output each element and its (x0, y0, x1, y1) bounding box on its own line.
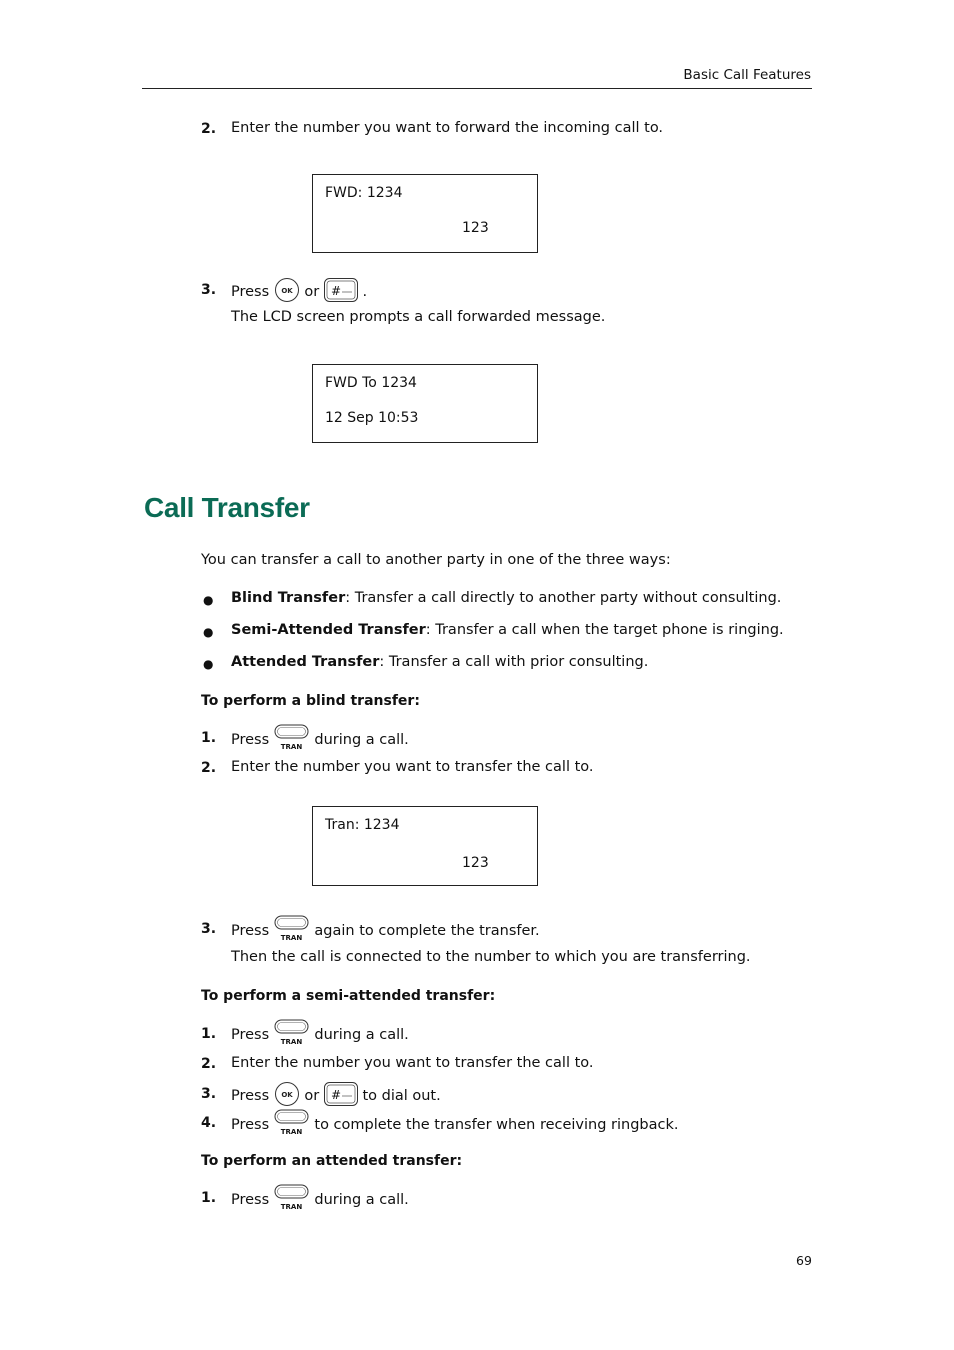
procedure-heading: To perform an attended transfer: (201, 1153, 463, 1169)
ok-key-icon (274, 1081, 300, 1111)
tran-key-icon (274, 1109, 310, 1141)
svg-text:TRAN: TRAN (280, 934, 303, 942)
svg-text:OK: OK (281, 287, 293, 295)
lcd-line: Tran: 1234 (325, 817, 400, 833)
svg-text:#: # (330, 284, 341, 298)
bullet-item: Semi-Attended Transfer: Transfer a call when the target phone is ringing. (231, 622, 784, 638)
lcd-screen (312, 174, 538, 253)
step-number: 3. (201, 921, 217, 937)
tran-key-icon (274, 724, 310, 756)
bullet-dot: ● (203, 593, 214, 607)
svg-text:OK: OK (281, 1091, 293, 1099)
bullet-item: Attended Transfer: Transfer a call with prior consulting. (231, 654, 649, 670)
lcd-line: 123 (462, 855, 489, 871)
page-number: 69 (796, 1253, 812, 1268)
svg-text:TRAN: TRAN (280, 1203, 303, 1211)
step-note: Then the call is connected to the number to which you are transferring. (231, 949, 751, 965)
intro-text: You can transfer a call to another party in one of the three ways: (201, 552, 671, 568)
procedure-heading: To perform a blind transfer: (201, 693, 420, 709)
step-text: Press OK or # to dial out. (231, 1081, 441, 1111)
ok-key-icon (274, 277, 300, 307)
lcd-line: FWD To 1234 (325, 375, 417, 391)
lcd-screen (312, 364, 538, 443)
bullet-dot: ● (203, 657, 214, 671)
lcd-line: 123 (462, 220, 489, 236)
or-word: or (304, 284, 320, 300)
step-text: Press TRAN to complete the transfer when receiving ringback. (231, 1109, 679, 1141)
lcd-screen (312, 806, 538, 886)
step-text: Press TRAN again to complete the transfer. (231, 915, 540, 947)
step-text: Press TRAN during a call. (231, 1019, 409, 1051)
step-number: 1. (201, 1190, 217, 1206)
lcd-line: FWD: 1234 (325, 185, 403, 201)
period: . (362, 284, 368, 300)
step-text: Press TRAN during a call. (231, 724, 409, 756)
step-number: 3. (201, 282, 217, 298)
lcd-line: 12 Sep 10:53 (325, 410, 419, 426)
bullet-dot: ● (203, 625, 214, 639)
step-text: Enter the number you want to forward the incoming call to. (231, 120, 664, 136)
step-number: 1. (201, 1026, 217, 1042)
step-number: 3. (201, 1086, 217, 1102)
running-header: Basic Call Features (683, 67, 811, 83)
step-number: 1. (201, 730, 217, 746)
step-number: 4. (201, 1115, 217, 1131)
step-text (231, 277, 367, 307)
tran-key-icon (274, 915, 310, 947)
step-note: The LCD screen prompts a call forwarded message. (231, 309, 606, 325)
svg-text:TRAN: TRAN (280, 1038, 303, 1046)
bullet-item: Blind Transfer: Transfer a call directly to another party without consulting. (231, 590, 782, 606)
step-number: 2. (201, 121, 217, 137)
step-number: 2. (201, 760, 217, 776)
svg-text:TRAN: TRAN (280, 743, 303, 751)
press-word: Press (231, 284, 270, 300)
step-text: Enter the number you want to transfer the call to. (231, 759, 594, 775)
section-title: Call Transfer (144, 492, 310, 523)
pound-key-icon (324, 1082, 358, 1110)
svg-text:TRAN: TRAN (280, 1128, 303, 1136)
header-rule (142, 88, 812, 89)
pound-key-icon (324, 278, 358, 306)
step-text: Enter the number you want to transfer the call to. (231, 1055, 594, 1071)
step-number: 2. (201, 1056, 217, 1072)
step-text: Press TRAN during a call. (231, 1184, 409, 1216)
tran-key-icon (274, 1019, 310, 1051)
svg-text:#: # (330, 1088, 341, 1102)
tran-key-icon (274, 1184, 310, 1216)
procedure-heading: To perform a semi-attended transfer: (201, 988, 496, 1004)
